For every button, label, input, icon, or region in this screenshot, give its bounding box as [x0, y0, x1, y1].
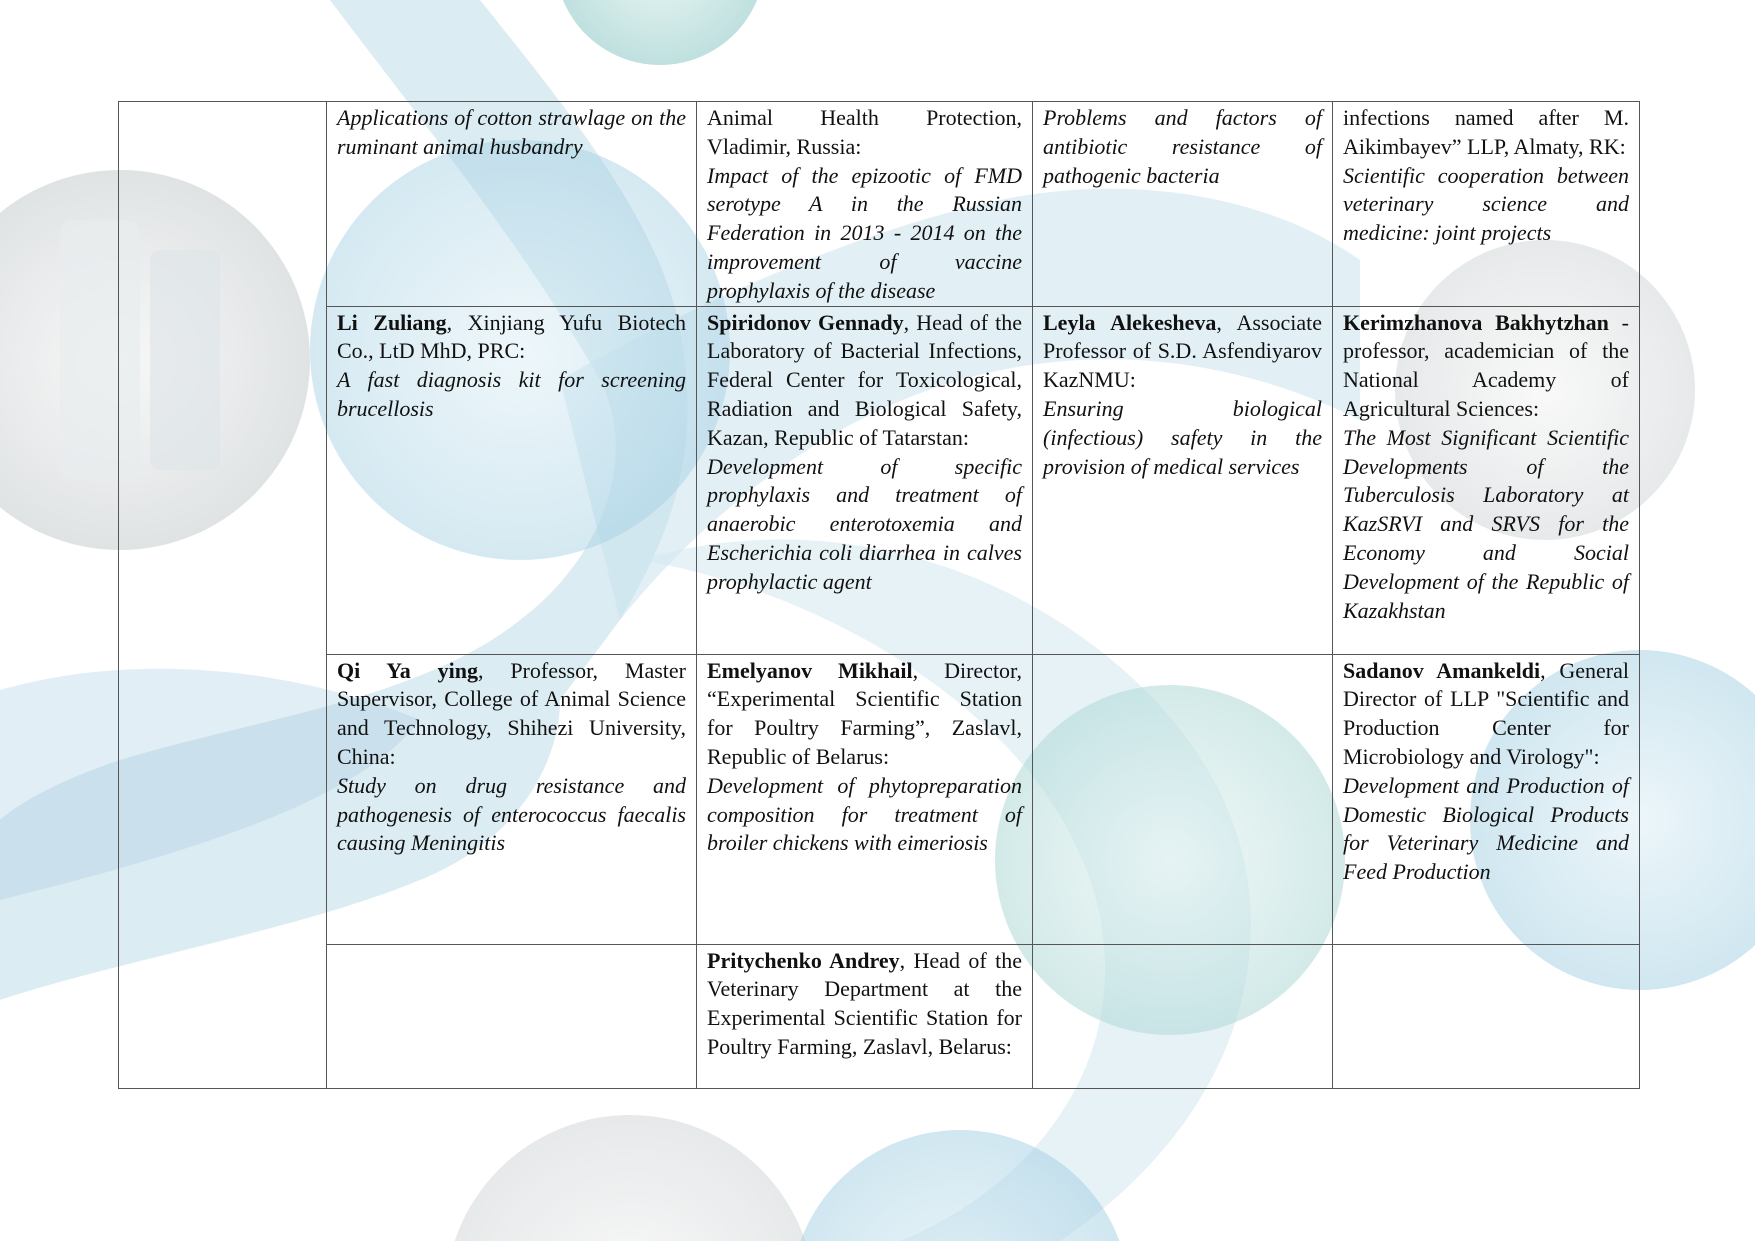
table-row — [119, 944, 1640, 1088]
table-cell — [1033, 102, 1333, 307]
speaker-affiliation: , Director, “Experimental Scientific Station for Poultry Farming”, Zaslavl, Republic of Belarus: — [707, 657, 1022, 769]
table-cell — [1333, 306, 1640, 654]
table-cell — [1033, 944, 1333, 1088]
talk-title: Applications of cotton strawlage on the ruminant animal husbandry — [337, 105, 686, 159]
talk-title: Scientific cooperation between veterinary science and medicine: joint projects — [1343, 162, 1629, 246]
talk-title: Development and Production of Domestic Biological Products for Veterinary Medicine and Feed Production — [1343, 772, 1629, 885]
speaker-name: Pritychenko Andrey — [707, 947, 900, 973]
top-lab-circle — [555, 0, 765, 65]
table-cell — [697, 654, 1033, 944]
speaker-affiliation: , Head of the Veterinary Department at the Experimental Scientific Station for Poultry Farming, Zaslavl, Belarus: — [707, 947, 1023, 1059]
speaker-affiliation: , Head of the Laboratory of Bacterial Infections, Federal Center for Toxicological, Radiation and Biological Safety, Kazan, Republic of Tatarstan: — [707, 309, 1022, 450]
speaker-name: Kerimzhanova Bakhytzhan — [1343, 309, 1609, 335]
speaker-affiliation: infections named after M. Aikimbayev” LLP, Almaty, RK: — [1343, 105, 1629, 159]
table-row — [119, 654, 1640, 944]
merged-empty-cell — [119, 102, 327, 1089]
table-cell — [697, 102, 1033, 307]
table-row — [119, 306, 1640, 654]
table-cell — [1033, 306, 1333, 654]
table-cell — [1333, 654, 1640, 944]
talk-title: Ensuring biological (infectious) safety in the provision of medical services — [1043, 395, 1322, 479]
table-cell — [1333, 102, 1640, 307]
speaker-name: Emelyanov Mikhail — [707, 657, 913, 683]
talk-title: A fast diagnosis kit for screening brucellosis — [337, 367, 686, 421]
talk-title: Development of phytopreparation composition for treatment of broiler chickens with eimeriosis — [707, 772, 1022, 856]
speakers-table — [118, 101, 1640, 1089]
talk-title: Problems and factors of antibiotic resistance of pathogenic bacteria — [1043, 105, 1322, 188]
table-cell — [1033, 654, 1333, 944]
table-cell — [327, 944, 697, 1088]
speaker-affiliation: , General Director of LLP "Scientific and Production Center for Microbiology and Virology": — [1343, 657, 1629, 769]
speaker-affiliation: , Associate Professor of S.D. Asfendiyarov KazNMU: — [1043, 309, 1322, 393]
table-cell — [697, 944, 1033, 1088]
speaker-name: Leyla Alekesheva — [1043, 309, 1217, 335]
talk-title: Development of specific prophylaxis and treatment of anaerobic enterotoxemia and Escherichia coli diarrhea in calves prophylactic agent — [707, 453, 1022, 594]
talk-title: Study on drug resistance and pathogenesis of enterococcus faecalis causing Meningitis — [337, 772, 686, 856]
table-cell — [327, 102, 697, 307]
speaker-name: Qi Ya ying — [337, 657, 478, 683]
speaker-affiliation: - professor, academician of the National Academy of Agricultural Sciences: — [1343, 309, 1629, 421]
table-cell — [697, 306, 1033, 654]
speaker-affiliation: , Xinjiang Yufu Biotech Co., LtD MhD, PRC: — [337, 309, 686, 364]
bottom-lab-circle — [445, 1115, 815, 1241]
speaker-affiliation: , Professor, Master Supervisor, College of Animal Science and Technology, Shihezi University, China: — [337, 657, 686, 769]
speaker-name: Sadanov Amankeldi — [1343, 657, 1541, 683]
table-row — [119, 102, 1640, 307]
table-cell — [327, 654, 697, 944]
speaker-name: Li Zuliang — [337, 309, 447, 335]
speaker-affiliation: Animal Health Protection, Vladimir, Russia: — [707, 105, 1022, 159]
talk-title: Impact of the epizootic of FMD serotype A in the Russian Federation in 2013 - 2014 on the improvement of vaccine prophylaxis of the disease — [707, 162, 1022, 303]
table-cell — [1333, 944, 1640, 1088]
table-cell — [327, 306, 697, 654]
talk-title: The Most Significant Scientific Developments of the Tuberculosis Laboratory at KazSRVI and SRVS for the Economy and Social Development of the Republic of Kazakhstan — [1343, 424, 1629, 623]
speaker-name: Spiridonov Gennady — [707, 309, 904, 335]
